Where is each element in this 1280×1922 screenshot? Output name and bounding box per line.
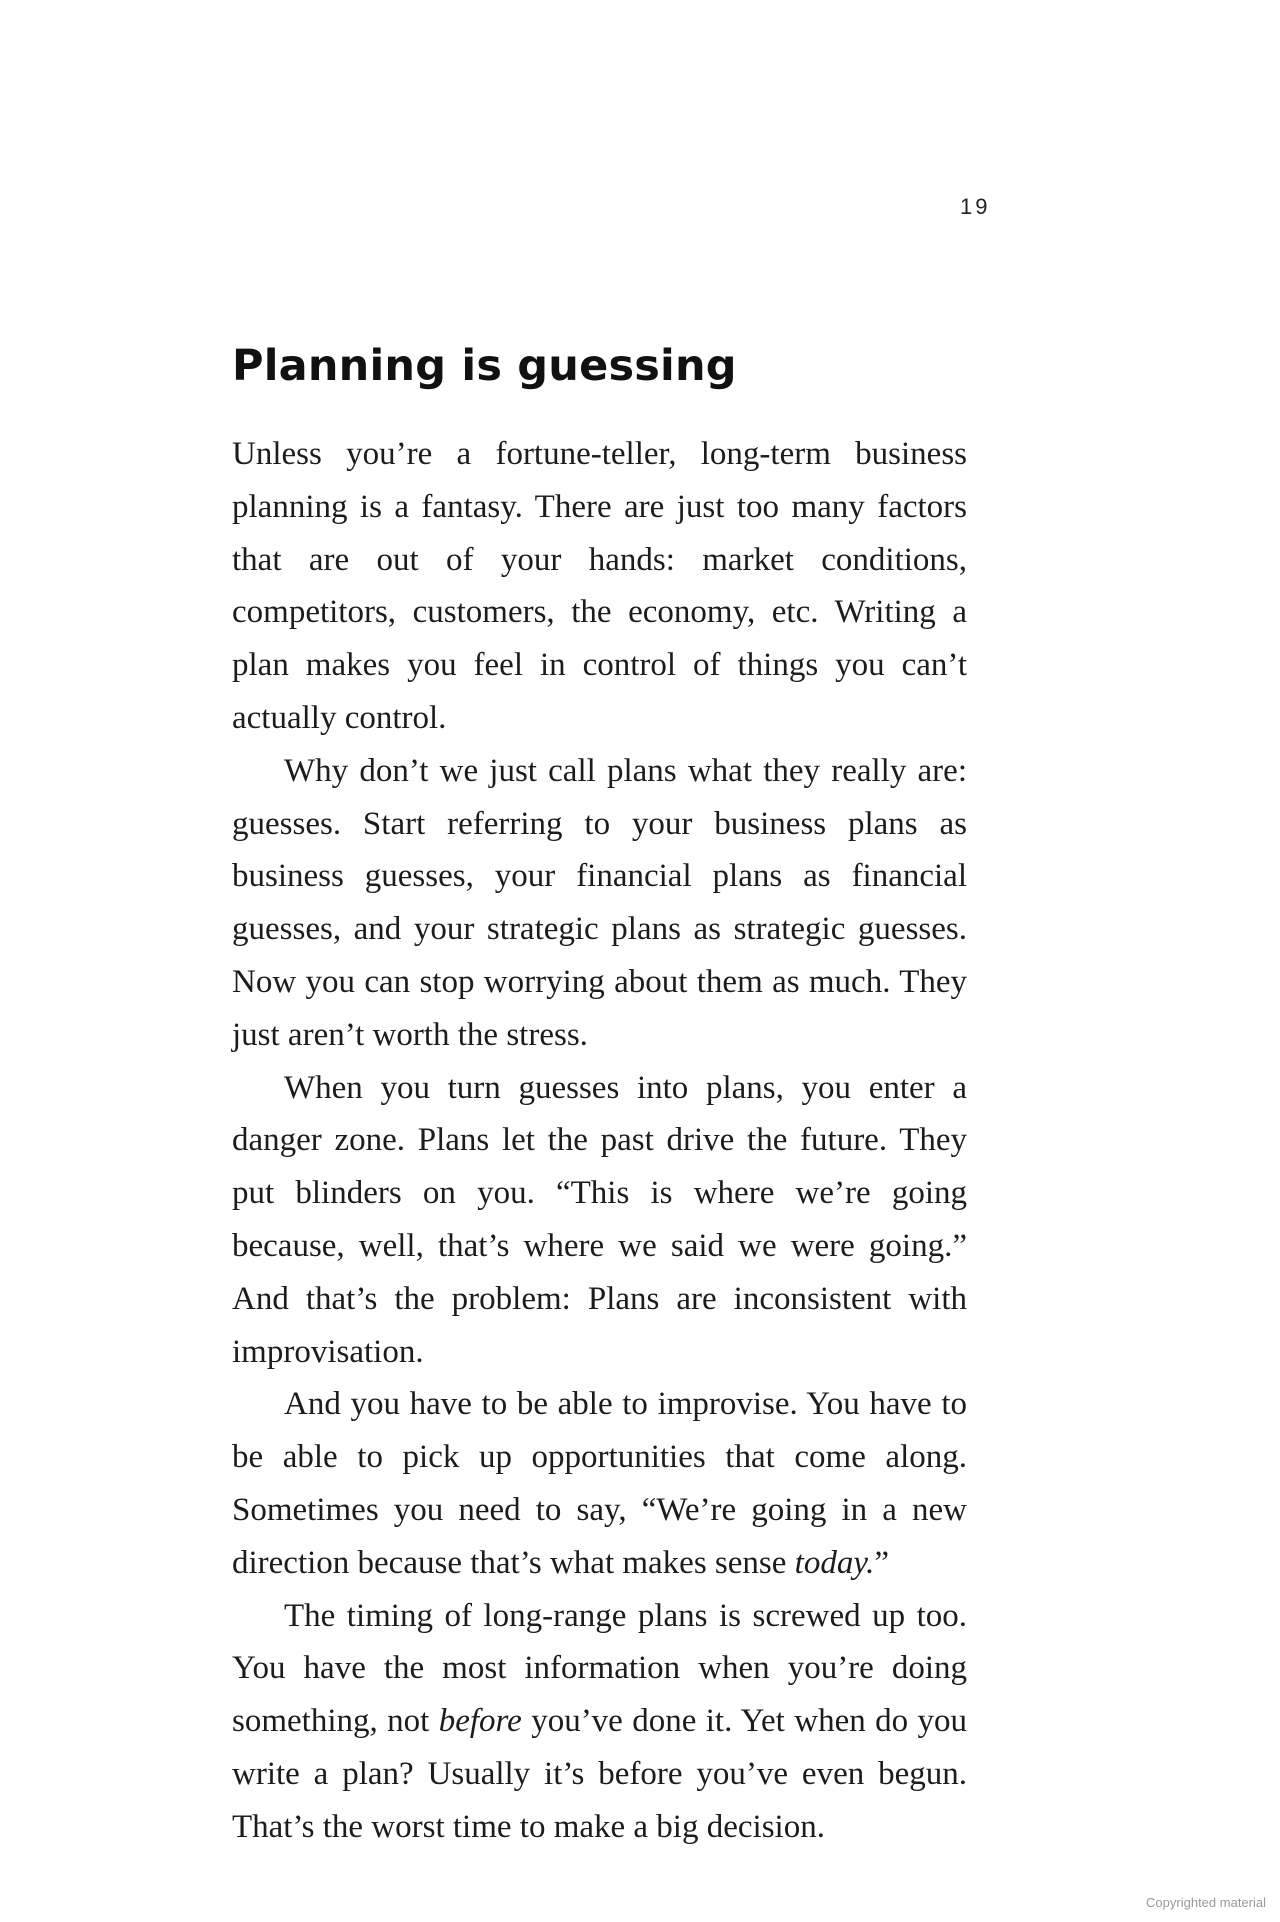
- paragraph-text: you’ve done it. Yet when do you write a plan? Usually it’s before you’ve even begun. That’s the worst time to make a big decision.: [232, 1703, 967, 1845]
- emphasized-text: before: [438, 1703, 522, 1740]
- paragraph-text: Unless you’re a fortune-teller, long-term business planning is a fantasy. There are just too many factors that are out of your hands: market conditions, competitors, customers, the economy, etc. Writing a plan makes you feel in control of things you can’t actually control.: [232, 436, 967, 736]
- paragraph: [232, 428, 967, 745]
- paragraph-text: And you have to be able to improvise. You have to be able to pick up opportunities that come along. Sometimes you need to say, “We’re going in a new direction because that’s what makes sense: [232, 1386, 967, 1581]
- page-body: [232, 338, 967, 1854]
- page-number: 19: [960, 194, 991, 219]
- paragraph: [232, 1590, 967, 1854]
- paragraph: [232, 745, 967, 1062]
- emphasized-text: today.: [794, 1544, 875, 1581]
- paragraph-text: ”: [874, 1544, 890, 1581]
- paragraph-text: Why don’t we just call plans what they really are: guesses. Start referring to your business plans as business guesses, your financial plans as financial guesses, and your strategic plans as strategic guesses. Now you can stop worrying about them as much. They just aren’t worth the stress.: [232, 752, 967, 1053]
- paragraph-text: When you turn guesses into plans, you enter a danger zone. Plans let the past drive the future. They put blinders on you. “This is where we’re going because, well, that’s where we said we were going.” And that’s the problem: Plans are inconsistent with improvisation.: [232, 1069, 967, 1370]
- paragraph-text: The timing of long-range plans is screwed up too. You have the most information when you’re doing something, not: [232, 1597, 967, 1740]
- section-heading: Planning is guessing: [232, 341, 737, 391]
- copyright-watermark: Copyrighted material: [1146, 1895, 1266, 1910]
- body-text: [232, 428, 967, 1854]
- paragraph: [232, 1378, 967, 1589]
- paragraph: [232, 1062, 967, 1379]
